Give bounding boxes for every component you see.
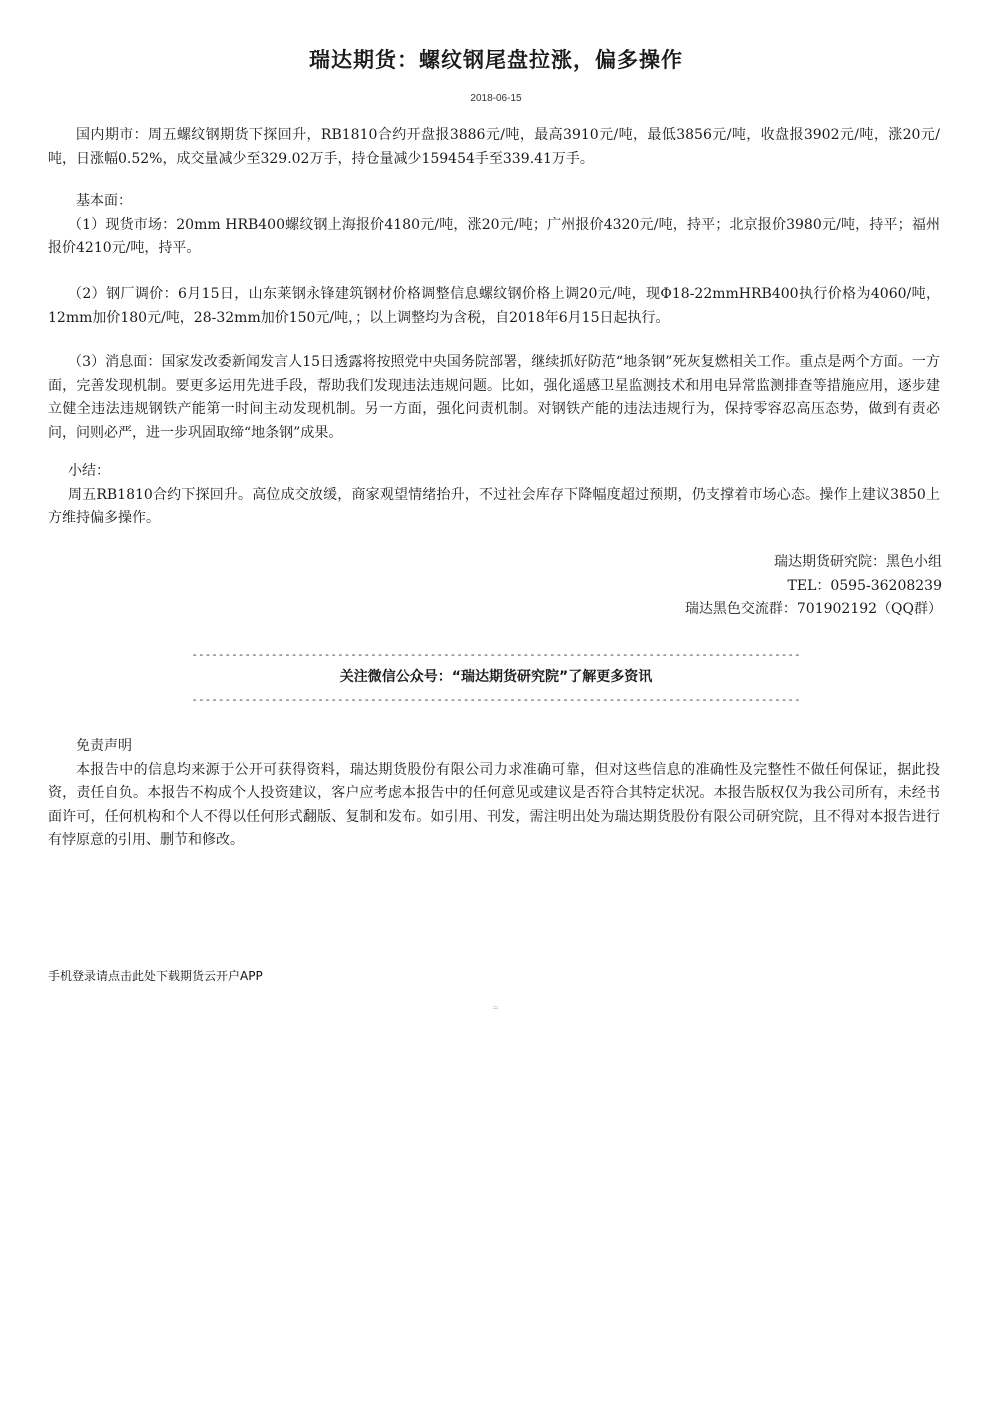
fundamentals-mill-price-section (48, 283, 940, 330)
signature-block (685, 551, 942, 622)
footer-mark: = (492, 1003, 499, 1012)
fundamentals-spot-market: （1）现货市场：20mm HRB400螺纹钢上海报价4180元/吨，涨20元/吨；广州报价4320元/吨，持平；北京报价3980元/吨，持平；福州报价4210元/吨，持平。 (48, 216, 940, 256)
report-date: 2018-06-15 (470, 93, 522, 104)
fundamentals-mill-price: （2）钢厂调价：6月15日，山东莱钢永锋建筑钢材价格调整信息螺纹钢价格上调20元/吨，现Φ18-22mmHRB400执行价格为4060/吨，12mm加价180元/吨，28-32mm加价150元/吨，；以上调整均为含税，自2018年6月15日起执行。 (48, 286, 940, 326)
page-title: 瑞达期货：螺纹钢尾盘拉涨，偏多操作 (309, 48, 683, 72)
fundamentals-section (48, 190, 940, 261)
signature-tel: TEL：0595-36208239 (787, 577, 942, 594)
download-app-link[interactable]: 手机登录请点击此处下载期货云开户APP (48, 969, 263, 983)
fundamentals-news: （3）消息面：国家发改委新闻发言人15日透露将按照党中央国务院部署，继续抓好防范“地条钢”死灰复燃相关工作。重点是两个方面。一方面，完善发现机制。要更多运用先进手段，帮助我们发现违法违规问题。比如，强化遥感卫星监测技术和用电异常监测排查等措施应用，逐步建立健全违法违规钢铁产能第一时间主动发现机制。另一方面，强化问责机制。对钢铁产能的违法违规行为，保持零容忍高压态势，做到有责必问，问则必严，进一步巩固取缔“地条钢”成果。 (48, 354, 940, 441)
summary-section (48, 460, 940, 531)
market-paragraph: 国内期市：周五螺纹钢期货下探回升，RB1810合约开盘报3886元/吨，最高3910元/吨，最低3856元/吨，收盘报3902元/吨，涨20元/吨，日涨幅0.52%，成交量减少至329.02万手，持仓量减少159454手至339.41万手。 (48, 127, 940, 167)
disclaimer-text: 本报告中的信息均来源于公开可获得资料，瑞达期货股份有限公司力求准确可靠，但对这些信息的准确性及完整性不做任何保证，据此投资，责任自负。本报告不构成个人投资建议，客户应考虑本报告中的任何意见或建议是否符合其特定状况。本报告版权仅为我公司所有，未经书面许可，任何机构和个人不得以任何形式翻版、复制和发布。如引用、刊发，需注明出处为瑞达期货股份有限公司研究院，且不得对本报告进行有悖原意的引用、删节和修改。 (48, 761, 940, 848)
fundamentals-heading: 基本面： (76, 193, 132, 209)
signature-qq-group: 瑞达黑色交流群：701902192（QQ群） (684, 601, 942, 617)
summary-heading: 小结： (68, 463, 110, 479)
wechat-follow-notice: 关注微信公众号：“瑞达期货研究院”了解更多资讯 (339, 669, 653, 685)
disclaimer-heading: 免责声明 (76, 738, 132, 754)
divider-bottom: -------------------------------------------------------------------------------------------- (191, 693, 801, 706)
fundamentals-news-section (48, 351, 940, 445)
disclaimer-section (48, 735, 940, 853)
signature-org: 瑞达期货研究院：黑色小组 (774, 554, 942, 570)
summary-text: 周五RB1810合约下探回升。高位成交放缓，商家观望情绪抬升，不过社会库存下降幅度超过预期，仍支撑着市场心态。操作上建议3850上方维持偏多操作。 (48, 486, 940, 526)
market-section (48, 124, 940, 171)
divider-top: -------------------------------------------------------------------------------------------- (191, 648, 801, 661)
